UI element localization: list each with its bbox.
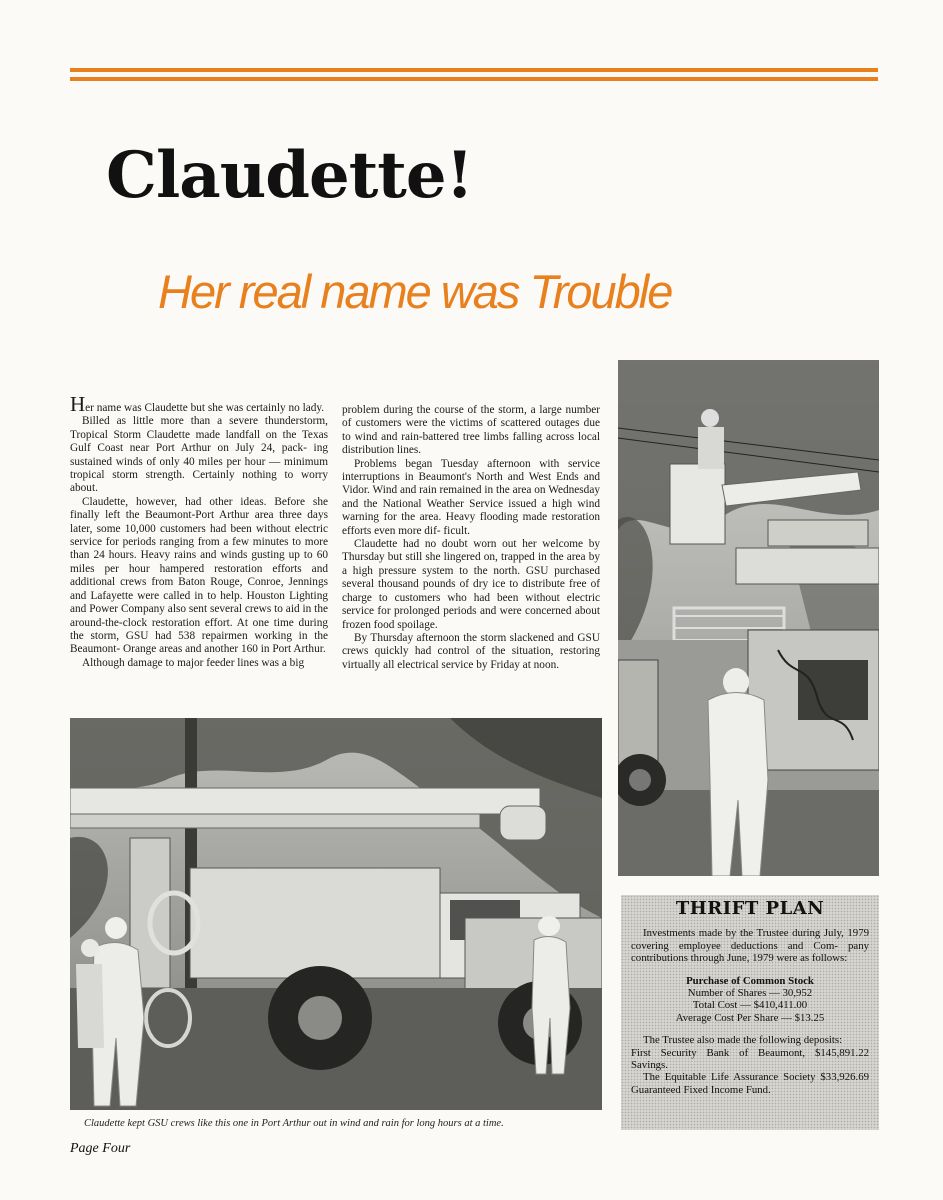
paragraph: Claudette had no doubt worn out her welcome by Thursday but still she lingered on, trapped in the area by a high pressure system to the north. GSU purchased several thousand pounds of dry ice to distribute free of charge to customers who had been without electric service for prolonged periods and were concerned about frozen food spoilage. [342, 538, 600, 631]
paragraph [70, 392, 328, 416]
paragraph: Problems began Tuesday afternoon with service interruptions in Beaumont's North and West Ends and Vidor. Wind and rain remained in the area on Wednesday and the National Weather Service issued a high wind warning for the area. Heavy flooding made restoration efforts even more dif- ficult. [342, 457, 600, 537]
thrift-plan-title: THRIFT PLAN [675, 898, 825, 919]
drop-cap: H [70, 392, 86, 416]
stock-heading: Purchase of Common Stock [686, 974, 814, 987]
paragraph: problem during the course of the storm, a large number of customers were the victims of scattered outages due to wind and rain-battered tree limbs falling across local distribution lines. [342, 404, 600, 457]
orange-rule-top [70, 68, 878, 72]
orange-rule-bottom [70, 77, 878, 81]
thrift-plan-box [621, 895, 879, 1130]
total-cost: Total Cost — $410,411.00 [692, 999, 808, 1012]
photo-gsu-crew [70, 718, 602, 1110]
page-subtitle: Her real name was Trouble [158, 265, 672, 318]
deposit-equitable: The Equitable Life Assurance Society $33,926.69 Guaranteed Fixed Income Fund. [631, 1071, 869, 1096]
article-column-2 [342, 404, 600, 672]
page-title: Claudette! [106, 138, 473, 213]
average-cost: Average Cost Per Share — $13.25 [675, 1011, 825, 1024]
paragraph: By Thursday afternoon the storm slackened and GSU crews quickly had control of the situation, restoring virtually all electrical service by Friday at noon. [342, 631, 600, 671]
article-column-1 [70, 392, 328, 670]
common-stock-summary [631, 975, 869, 1025]
photo-bucket-truck [618, 360, 879, 876]
paragraph: Claudette, however, had other ideas. Before she finally left the Beaumont-Port Arthur area three days later, some 10,000 customers had been without electric service for periods ranging from a few minutes to more than 24 hours. Heavy rains and winds gusting up to 60 miles per hour hampered restoration efforts and additional crews from Baton Rouge, Conroe, Jennings and Lafayette were called in to help. Houston Lighting and Power Company also sent several crews to aid in the around-the-clock restoration effort. At one time during the storm, GSU had 538 repairmen working in the Beaumont- Orange areas and another 160 in Port Arthur. [70, 495, 328, 656]
deposit-first-security: First Security Bank of Beaumont, $145,891.22 Savings. [631, 1046, 869, 1072]
paragraph-text: er name was Claudette but she was certainly no lady. [85, 402, 325, 414]
paragraph: Billed as little more than a severe thunderstorm, Tropical Storm Claudette made landfall on the Texas Gulf Coast near Port Arthur on July 24, pack- ing sustained winds of only 40 miles per hour — minimum tropical storm strength. Certainly nothing to worry about. [70, 415, 328, 495]
shares-count: Number of Shares — 30,952 [687, 987, 813, 1000]
page-number: Page Four [70, 1141, 131, 1156]
paragraph: Although damage to major feeder lines was a big [82, 656, 305, 669]
photo-caption: Claudette kept GSU crews like this one in Port Arthur out in wind and rain for long hours at a time. [84, 1118, 504, 1129]
deposits-intro: The Trustee also made the following deposits: [643, 1034, 843, 1047]
thrift-plan-intro: Investments made by the Trustee during July, 1979 covering employee deductions and Com- pany contributions through June, 1979 were as follows: [631, 927, 869, 965]
